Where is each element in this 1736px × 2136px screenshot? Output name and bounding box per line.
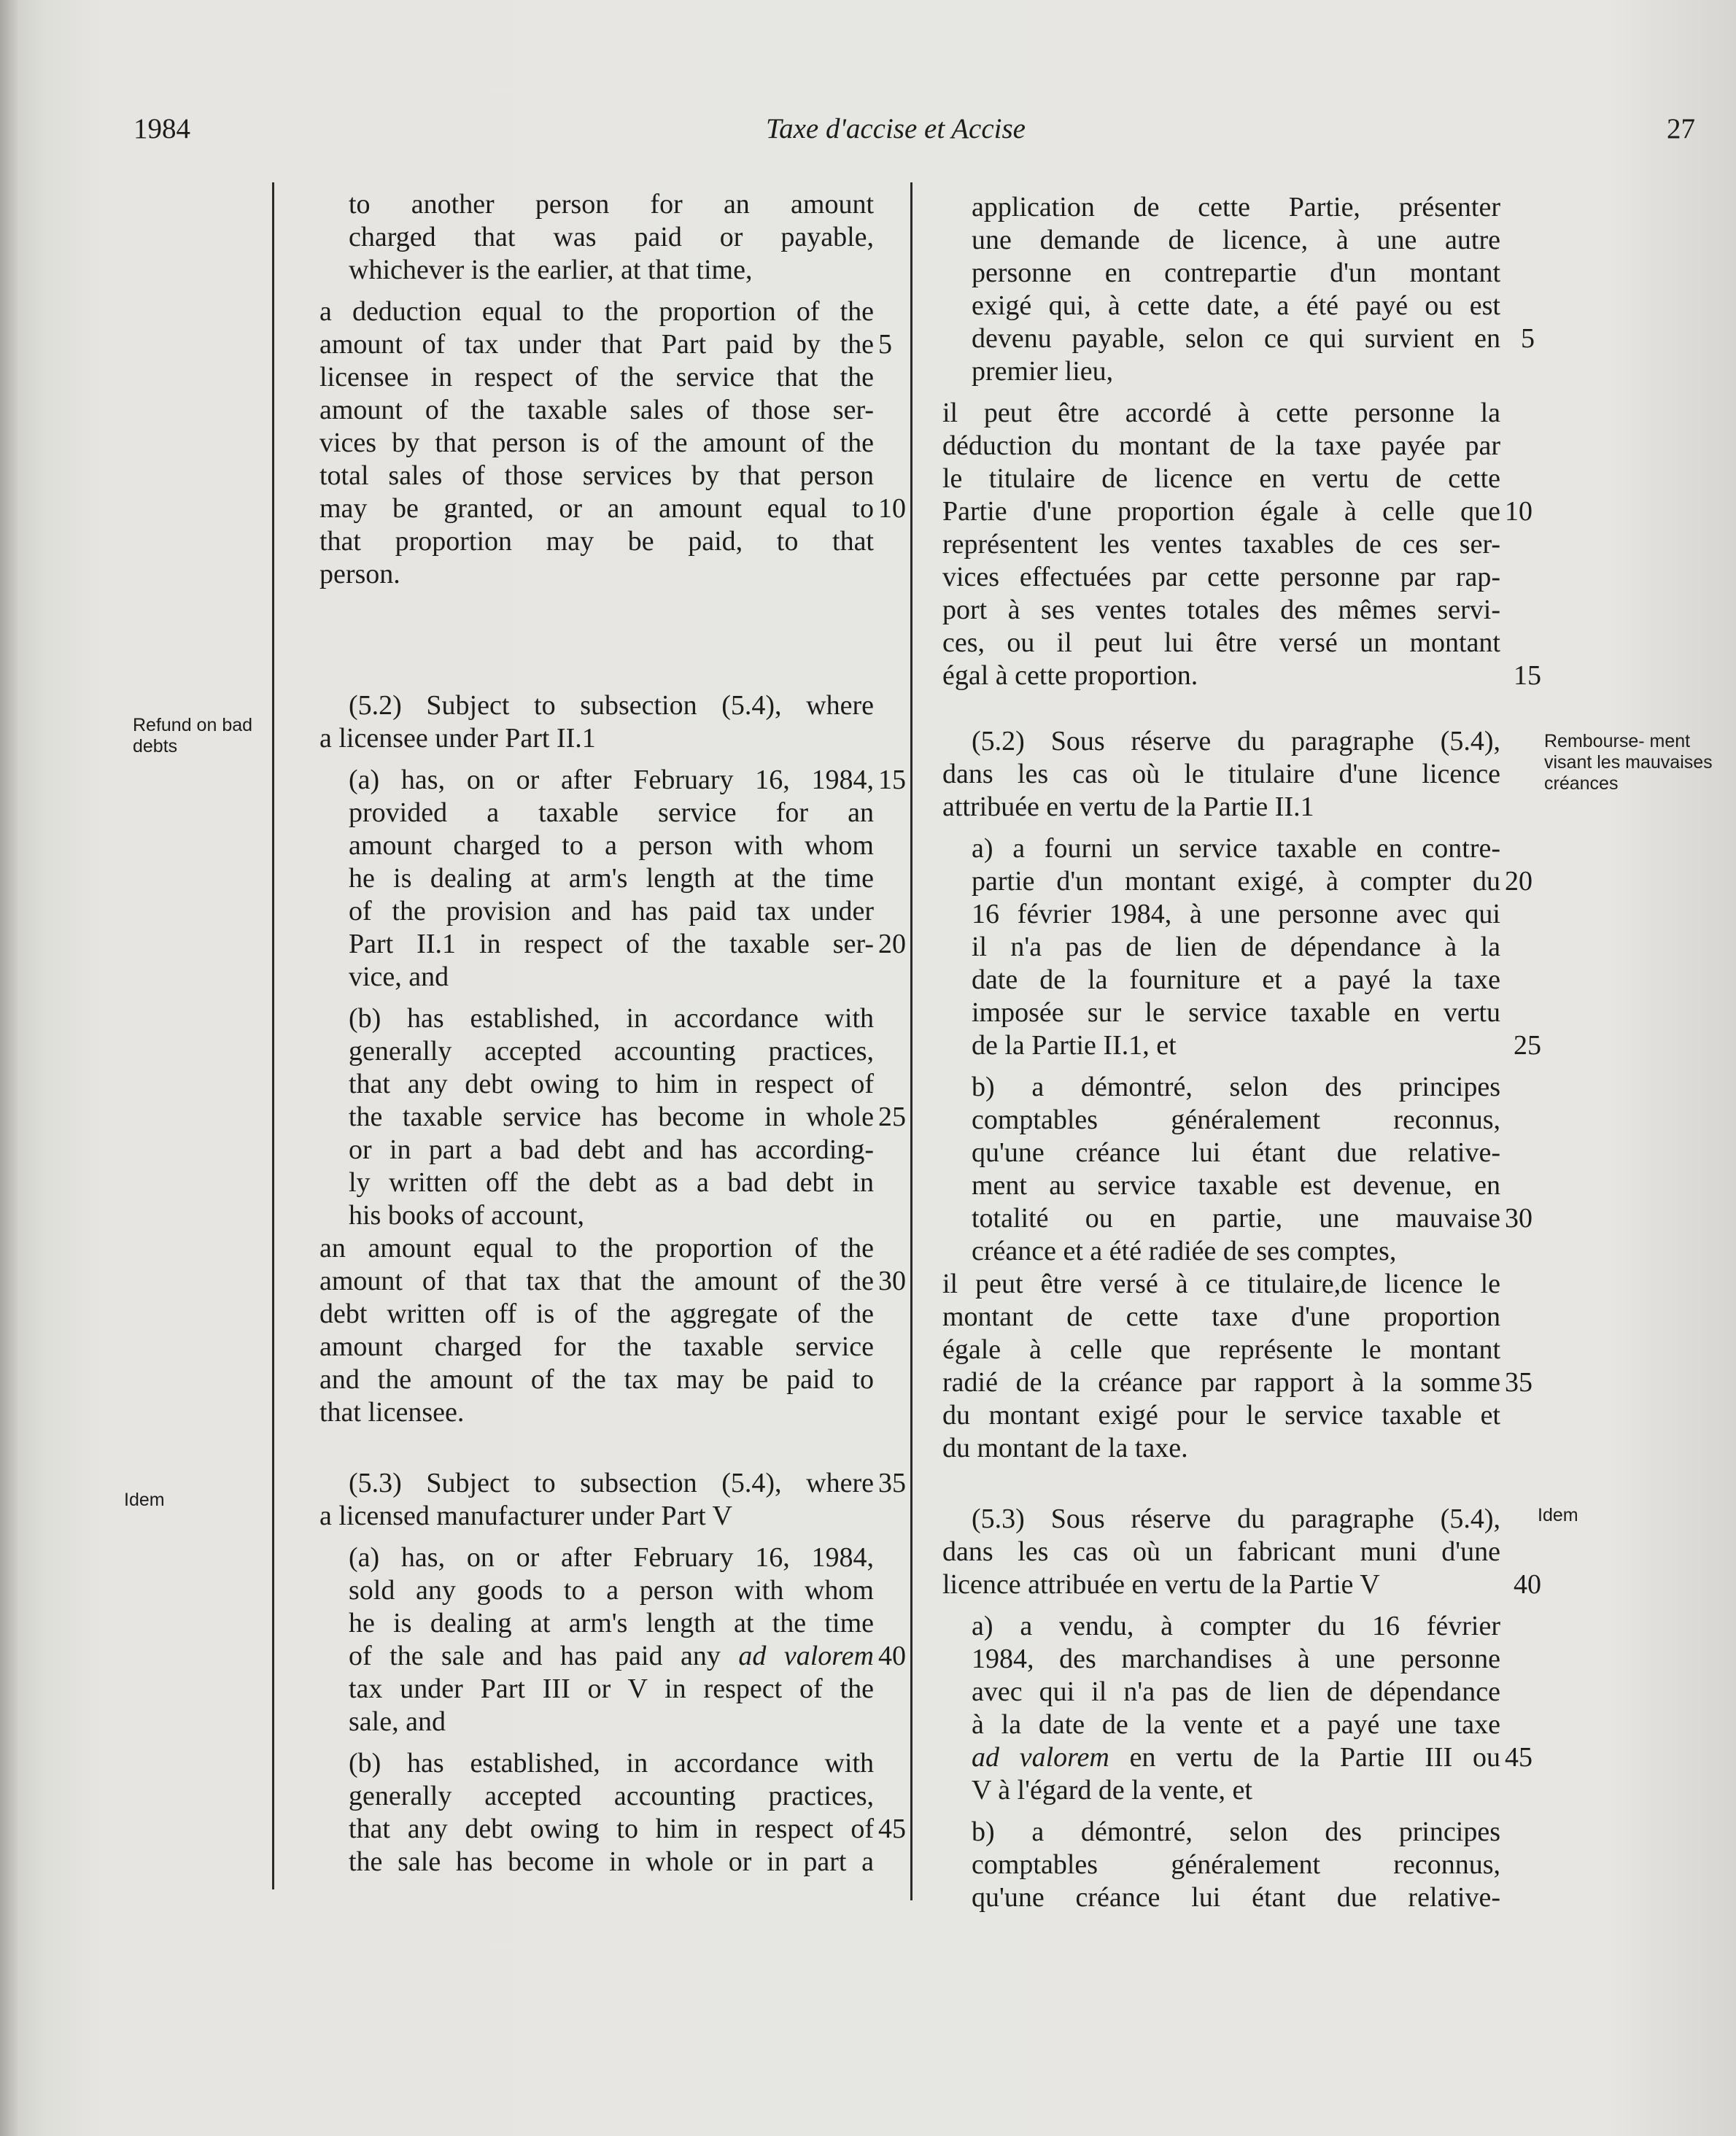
english-paragraph-5-3: [319, 1467, 906, 1533]
french-item-a-marchandises: [942, 1610, 1532, 1807]
text-line: amount charged to a person with whom: [349, 830, 874, 861]
text-line: the sale has become in whole or in part a: [349, 1846, 874, 1877]
english-paragraph-5-2: [319, 689, 874, 755]
text-line: sale, and: [349, 1706, 446, 1737]
text-line: b) a démontré, selon des principes: [972, 1072, 1500, 1102]
text-line: a licensee under Part II.1: [319, 723, 596, 754]
page-number: 27: [1667, 113, 1695, 144]
text-line: and the amount of the tax may be paid to: [319, 1364, 874, 1395]
line-number: 40: [878, 1641, 906, 1671]
text-line: of the sale and has paid any ad valorem 40: [349, 1641, 906, 1671]
text-line: premier lieu,: [972, 356, 1114, 387]
english-paragraph-2: [319, 295, 906, 591]
text-line: (a) has, on or after February 16, 1984,: [349, 1542, 874, 1573]
text-line: comptables généralement reconnus,: [972, 1849, 1500, 1880]
line-number: 20: [878, 929, 906, 959]
text-line: montant de cette taxe d'une proportion: [942, 1301, 1500, 1332]
english-column: [319, 188, 906, 1878]
text-line: ly written off the debt as a bad debt in: [349, 1167, 874, 1198]
text-line: may be granted, or an amount equal to 10: [319, 493, 906, 524]
line-number: 5: [878, 329, 892, 360]
text-line: V à l'égard de la vente, et: [972, 1775, 1252, 1806]
french-paragraph-5-2: [942, 725, 1500, 824]
text-line: to another person for an amount: [349, 189, 874, 220]
line-number: 35: [1505, 1367, 1532, 1398]
english-paragraph-1: [319, 188, 874, 287]
french-paragraph-montant: [942, 1268, 1532, 1465]
text-line: il peut être accordé à cette personne la: [942, 398, 1500, 428]
margin-note-idem-left: Idem: [124, 1490, 165, 1510]
text-line: déduction du montant de la taxe payée par: [942, 430, 1500, 461]
text-line: total sales of those services by that person: [319, 460, 874, 491]
text-line: 1984, des marchandises à une personne: [972, 1644, 1500, 1674]
text-line: amount of tax under that Part paid by the 5: [319, 329, 892, 360]
text-line: personne en contrepartie d'un montant: [972, 258, 1500, 288]
text-line: generally accepted accounting practices,: [349, 1781, 874, 1811]
margin-note-refund-bad-debts: Refund on bad debts: [133, 715, 253, 756]
line-number: 35: [878, 1468, 906, 1498]
text-line: égale à celle que représente le montant: [942, 1334, 1500, 1365]
text-line: of the provision and has paid tax under: [349, 896, 874, 926]
text-line: a licensed manufacturer under Part V: [319, 1501, 732, 1531]
line-number: 25: [878, 1102, 906, 1132]
text-line: he is dealing at arm's length at the time: [349, 863, 874, 894]
text-line: vices by that person is of the amount of the: [319, 427, 874, 458]
text-line: that any debt owing to him in respect of: [349, 1069, 874, 1099]
line-number: 45: [878, 1814, 906, 1844]
french-paragraph-1: [942, 191, 1535, 388]
text-line: provided a taxable service for an: [349, 797, 874, 828]
text-line: that any debt owing to him in respect of 45: [349, 1814, 906, 1844]
margin-note-remboursement-creances: Rembourse- ment visant les mauvaises créances: [1544, 731, 1713, 794]
text-line: Partie d'une proportion égale à celle que 10: [942, 496, 1532, 527]
line-number: 15: [1514, 660, 1541, 691]
text-line: une demande de licence, à une autre: [972, 225, 1500, 255]
text-line: exigé qui, à cette date, a été payé ou est: [972, 290, 1500, 321]
text-line: comptables généralement reconnus,: [972, 1104, 1500, 1135]
line-number: 5: [1521, 323, 1535, 354]
text-line: dans les cas où le titulaire d'une licence: [942, 759, 1500, 789]
text-line: attribuée en vertu de la Partie II.1: [942, 792, 1314, 822]
text-line: ment au service taxable est devenue, en: [972, 1170, 1500, 1201]
text-line: représentent les ventes taxables de ces ser-: [942, 529, 1500, 560]
text-line: amount charged for the taxable service: [319, 1331, 874, 1362]
text-line: a) a fourni un service taxable en contre-: [972, 833, 1500, 864]
text-line: Part II.1 in respect of the taxable ser- 20: [349, 929, 906, 959]
text-line: du montant de la taxe.: [942, 1433, 1188, 1463]
text-line: égal à cette proportion. 15: [942, 660, 1541, 691]
text-line: devenu payable, selon ce qui survient en 5: [972, 323, 1535, 354]
line-number: 30: [878, 1266, 906, 1296]
text-line: il n'a pas de lien de dépendance à la: [972, 932, 1500, 962]
french-paragraph-5-3: [942, 1503, 1541, 1601]
text-line: amount of the taxable sales of those ser-: [319, 395, 874, 425]
english-item-a: [319, 764, 906, 994]
text-line: sold any goods to a person with whom: [349, 1575, 874, 1606]
text-line: an amount equal to the proportion of the: [319, 1233, 874, 1264]
line-number: 40: [1514, 1569, 1541, 1600]
text-line: radié de la créance par rapport à la somme 35: [942, 1367, 1532, 1398]
line-number: 10: [1505, 496, 1532, 527]
text-line: application de cette Partie, présenter: [972, 192, 1500, 222]
text-line: ad valorem en vertu de la Partie III ou 45: [972, 1742, 1532, 1773]
text-line: créance et a été radiée de ses comptes,: [972, 1236, 1397, 1266]
line-number: 15: [878, 765, 906, 795]
french-item-a: [942, 832, 1541, 1062]
header-year: 1984: [133, 113, 190, 144]
text-line: (5.2) Sous réserve du paragraphe (5.4),: [972, 726, 1500, 756]
french-item-b-marchandises: [942, 1816, 1500, 1914]
text-line: (5.3) Subject to subsection (5.4), where 35: [349, 1468, 906, 1498]
english-item-b-goods: [319, 1747, 906, 1878]
text-line: de la Partie II.1, et 25: [972, 1030, 1541, 1061]
text-line: licence attribuée en vertu de la Partie V 40: [942, 1569, 1541, 1600]
french-paragraph-2: [942, 397, 1541, 692]
page-edge-shadow: [0, 0, 18, 2136]
text-line: whichever is the earlier, at that time,: [349, 255, 753, 285]
line-number: 25: [1514, 1030, 1541, 1061]
text-line: partie d'un montant exigé, à compter du 20: [972, 866, 1532, 897]
english-paragraph-amount: [319, 1232, 906, 1429]
text-line: vices effectuées par cette personne par rap-: [942, 562, 1500, 592]
text-line: amount of that tax that the amount of the 30: [319, 1266, 906, 1296]
text-line: generally accepted accounting practices,: [349, 1036, 874, 1067]
text-line: (5.2) Subject to subsection (5.4), where: [349, 690, 874, 721]
column-rule-center: [910, 182, 912, 1900]
text-line: port à ses ventes totales des mêmes servi-: [942, 595, 1500, 625]
english-item-a-goods: [319, 1541, 906, 1738]
text-line: (b) has established, in accordance with: [349, 1003, 874, 1034]
text-line: tax under Part III or V in respect of the: [349, 1673, 874, 1704]
text-line: imposée sur le service taxable en vertu: [972, 997, 1500, 1028]
text-line: b) a démontré, selon des principes: [972, 1816, 1500, 1847]
text-line: (a) has, on or after February 16, 1984, 15: [349, 765, 906, 795]
text-line: his books of account,: [349, 1200, 584, 1231]
text-line: that licensee.: [319, 1397, 465, 1428]
column-rule-left: [272, 182, 274, 1889]
text-line: date de la fourniture et a payé la taxe: [972, 964, 1500, 995]
line-number: 10: [878, 493, 906, 524]
text-line: the taxable service has become in whole 25: [349, 1102, 906, 1132]
margin-note-idem-right: Idem: [1538, 1505, 1578, 1525]
header-title: Taxe d'accise et Accise: [766, 113, 1026, 144]
text-line: il peut être versé à ce titulaire,de licence le: [942, 1269, 1500, 1299]
text-line: dans les cas où un fabricant muni d'une: [942, 1536, 1500, 1567]
text-line: 16 février 1984, à une personne avec qui: [972, 899, 1500, 929]
text-line: a deduction equal to the proportion of the: [319, 296, 874, 327]
french-item-b: [942, 1071, 1532, 1268]
line-number: 45: [1505, 1742, 1532, 1773]
text-line: à la date de la vente et a payé une taxe: [972, 1709, 1500, 1740]
text-line: ces, ou il peut lui être versé un montant: [942, 627, 1500, 658]
text-line: le titulaire de licence en vertu de cette: [942, 463, 1500, 494]
text-line: (b) has established, in accordance with: [349, 1748, 874, 1779]
text-line: vice, and: [349, 961, 449, 992]
text-line: du montant exigé pour le service taxable et: [942, 1400, 1500, 1431]
text-line: a) a vendu, à compter du 16 février: [972, 1611, 1500, 1641]
text-line: totalité ou en partie, une mauvaise 30: [972, 1203, 1532, 1234]
text-line: (5.3) Sous réserve du paragraphe (5.4),: [972, 1504, 1500, 1534]
french-column: [942, 191, 1541, 1914]
text-line: debt written off is of the aggregate of the: [319, 1299, 874, 1329]
text-line: avec qui il n'a pas de lien de dépendance: [972, 1676, 1500, 1707]
text-line: that proportion may be paid, to that: [319, 526, 874, 557]
line-number: 30: [1505, 1203, 1532, 1234]
english-item-b: [319, 1002, 906, 1232]
text-line: person.: [319, 559, 400, 589]
text-line: charged that was paid or payable,: [349, 222, 874, 252]
text-line: licensee in respect of the service that the: [319, 362, 874, 392]
text-line: or in part a bad debt and has according-: [349, 1134, 874, 1165]
text-line: qu'une créance lui étant due relative-: [972, 1137, 1500, 1168]
text-line: qu'une créance lui étant due relative-: [972, 1882, 1500, 1913]
text-line: he is dealing at arm's length at the time: [349, 1608, 874, 1638]
line-number: 20: [1505, 866, 1532, 897]
